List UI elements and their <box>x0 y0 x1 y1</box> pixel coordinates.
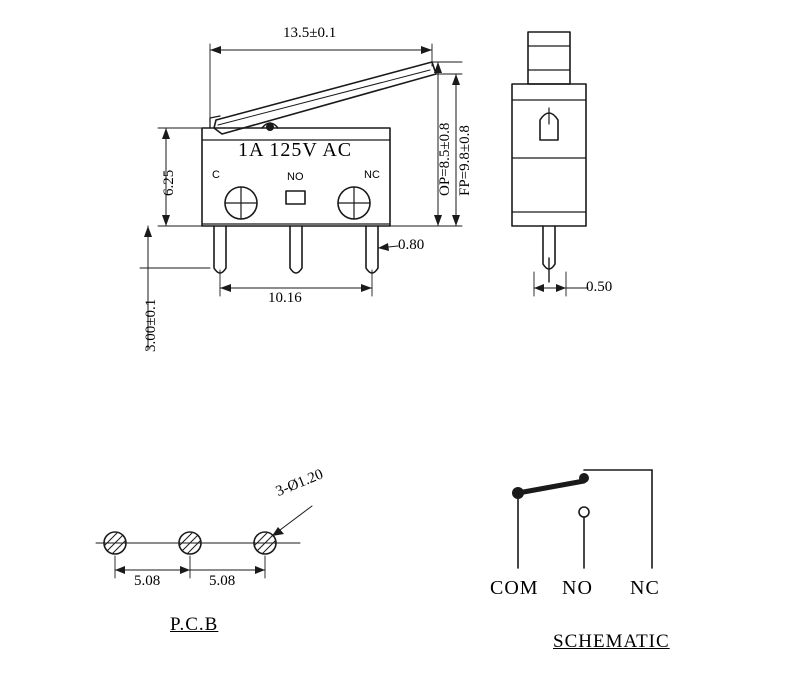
dim-pin-width: 0.50 <box>586 279 613 295</box>
terminal-no-rivet <box>286 191 305 204</box>
pcb-caption: P.C.B <box>170 614 219 635</box>
dim-op: OP=8.5±0.8 <box>437 122 453 196</box>
pin-no <box>290 226 302 273</box>
dim-pin-pitch: 10.16 <box>268 290 302 306</box>
body-rating-text: 1A 125V AC <box>238 139 353 161</box>
lever-arm <box>214 62 436 134</box>
dim-fp: FP=9.8±0.8 <box>457 125 473 196</box>
schematic-caption: SCHEMATIC <box>553 631 670 652</box>
dim-pin-thickness: 0.80 <box>398 237 425 253</box>
pcb-hole-note: 3-Ø1.20 <box>273 466 326 500</box>
pin-nc <box>366 226 378 273</box>
dim-pcb-pitch-2: 5.08 <box>209 573 236 589</box>
dim-pcb-pitch-1: 5.08 <box>134 573 161 589</box>
pin-c <box>214 226 226 273</box>
dim-pin-length: 3.00±0.1 <box>143 298 159 352</box>
schematic-label-com: COM <box>490 577 539 599</box>
side-lever <box>528 32 570 84</box>
side-body <box>512 84 586 226</box>
dim-lever-length: 13.5±0.1 <box>283 25 337 41</box>
terminal-label-nc: NC <box>364 169 380 181</box>
terminal-label-no: NO <box>287 171 304 183</box>
schematic-label-nc: NC <box>630 577 660 599</box>
schematic-blade <box>518 481 584 493</box>
schematic-label-no: NO <box>562 577 593 599</box>
schematic-no-contact <box>579 507 589 517</box>
dim-body-height: 6.25 <box>161 169 177 196</box>
schematic-nc-contact <box>579 473 589 483</box>
terminal-label-c: C <box>212 169 220 181</box>
